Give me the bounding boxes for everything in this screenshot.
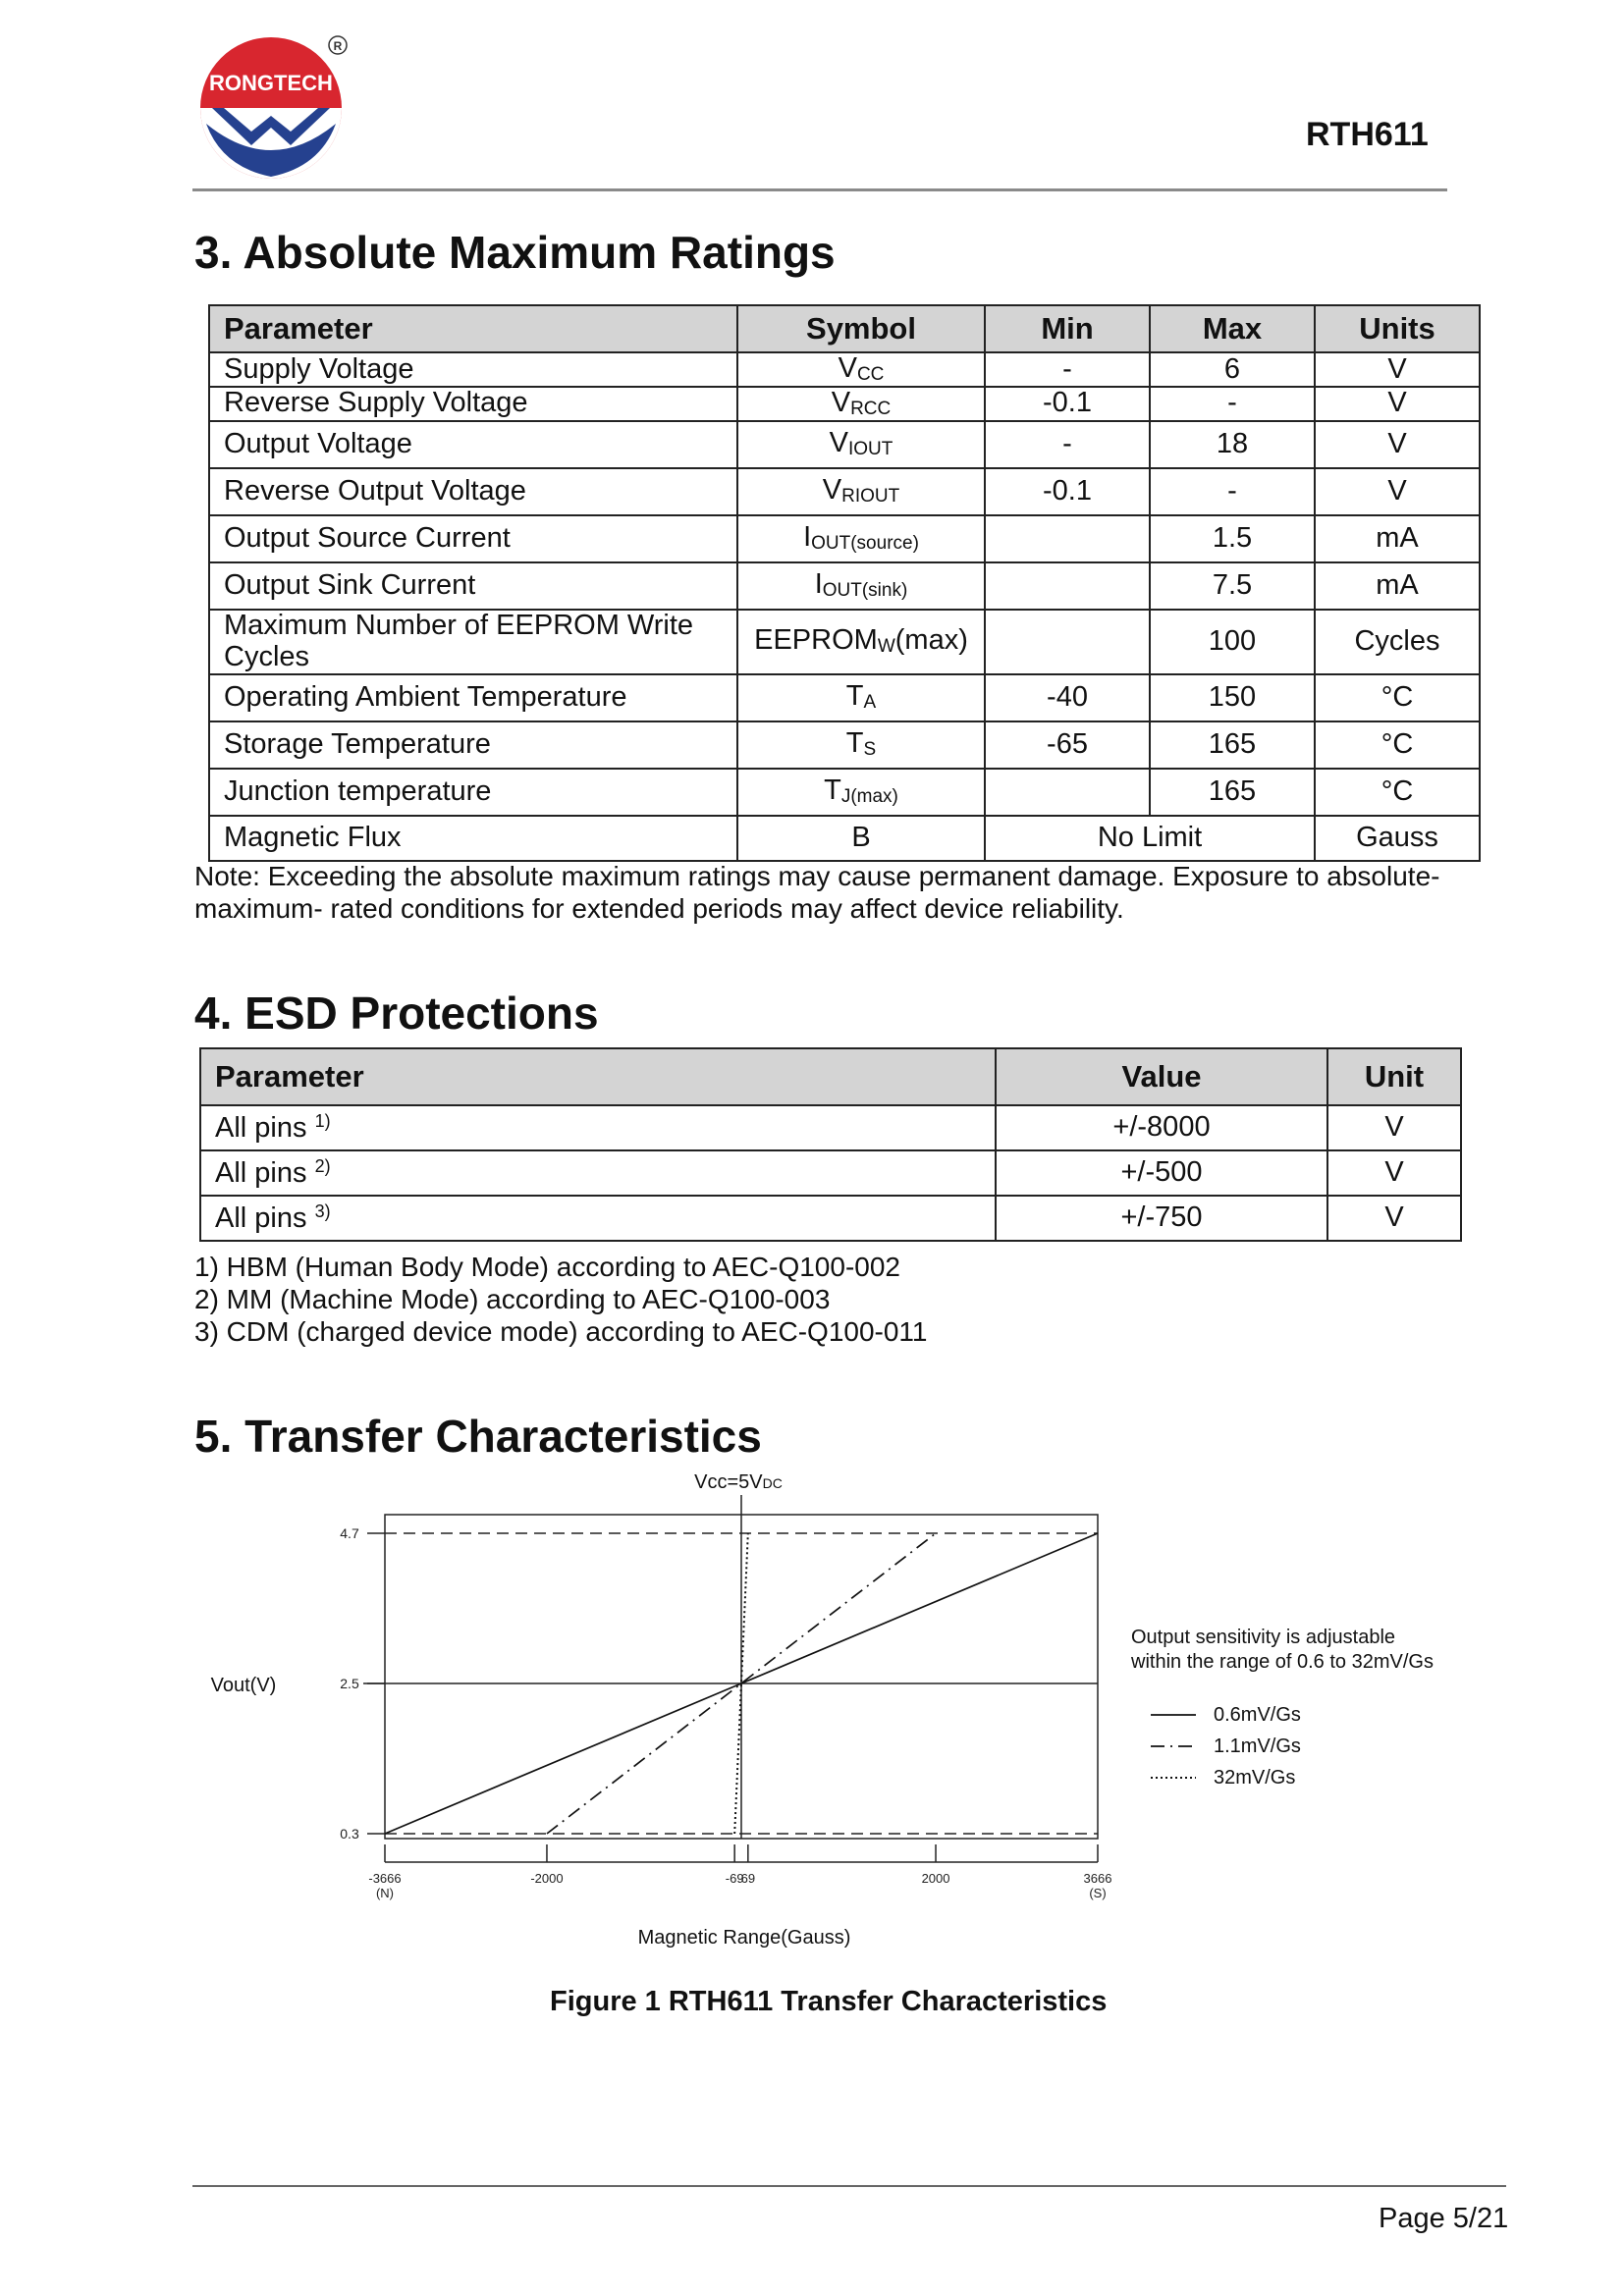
- cell-units: °C: [1315, 674, 1480, 721]
- parameter-text: All pins: [215, 1201, 307, 1234]
- symbol-main: T: [845, 680, 864, 713]
- legend-entry: 32mV/Gs: [1214, 1767, 1296, 1789]
- symbol-main: V: [822, 474, 842, 507]
- symbol-subscript: W: [877, 636, 895, 658]
- x-tick-label: 2000: [921, 1871, 950, 1886]
- table-header-row: [200, 1048, 1461, 1105]
- cell-max: -: [1150, 468, 1315, 515]
- section-4-title: 4. ESD Protections: [194, 988, 599, 1039]
- x-tick-label: -69: [725, 1871, 744, 1886]
- cell-min: [985, 610, 1150, 674]
- table-row: [209, 769, 1480, 816]
- symbol-subscript: J(max): [840, 786, 898, 808]
- absolute-max-ratings-table: [208, 304, 1481, 862]
- symbol-subscript: A: [863, 692, 877, 714]
- cell-min: -40: [985, 674, 1150, 721]
- symbol-subscript: OUT(source): [811, 533, 919, 555]
- ratings-note: Note: Exceeding the absolute maximum ratings may cause permanent damage. Exposure to absolute-maximum- rated conditions for extended periods may affect device reliability.: [194, 861, 1440, 924]
- y-axis-label: Vout(V): [210, 1675, 277, 1696]
- cell-value: +/-8000: [996, 1105, 1327, 1150]
- x-tick-label: -3666: [368, 1871, 402, 1886]
- section-3-title: 3. Absolute Maximum Ratings: [194, 227, 836, 278]
- col-header: Parameter: [200, 1048, 996, 1105]
- chart-title: [694, 1471, 783, 1493]
- footnote-ref: 1): [314, 1110, 331, 1131]
- col-header: Symbol: [737, 305, 985, 352]
- cell-symbol: [737, 674, 985, 721]
- symbol-main: V: [838, 352, 857, 384]
- cell-parameter: Supply Voltage: [209, 352, 737, 387]
- symbol-subscript: RCC: [850, 398, 892, 419]
- symbol-subscript: CC: [856, 364, 885, 385]
- symbol-subscript: S: [863, 739, 877, 761]
- document-id: RTH611: [1306, 116, 1429, 153]
- x-tick-label: 69: [740, 1871, 756, 1886]
- cell-symbol: [737, 721, 985, 769]
- esd-note: 1) HBM (Human Body Mode) according to AEC-Q100-002: [194, 1252, 900, 1282]
- cell-min: -65: [985, 721, 1150, 769]
- cell-units: mA: [1315, 515, 1480, 562]
- cell-units: Cycles: [1315, 610, 1480, 674]
- symbol-suffix: (max): [894, 624, 968, 657]
- cell-max: 1.5: [1150, 515, 1315, 562]
- symbol-main: I: [814, 568, 823, 601]
- cell-parameter: Output Source Current: [209, 515, 737, 562]
- symbol-subscript: OUT(sink): [822, 580, 908, 602]
- page-number: Page 5/21: [1379, 2203, 1509, 2234]
- table-row: [200, 1150, 1461, 1196]
- cell-symbol: [737, 515, 985, 562]
- company-logo: [192, 29, 364, 187]
- table-row: [209, 721, 1480, 769]
- cell-units: °C: [1315, 721, 1480, 769]
- cell-max: -: [1150, 387, 1315, 421]
- cell-range: No Limit: [985, 816, 1315, 861]
- symbol-main: I: [803, 521, 812, 554]
- cell-symbol: [737, 468, 985, 515]
- figure-caption: Figure 1 RTH611 Transfer Characteristics: [550, 1986, 1108, 2017]
- esd-note: 2) MM (Machine Mode) according to AEC-Q100-003: [194, 1284, 831, 1314]
- cell-parameter: [200, 1105, 996, 1150]
- parameter-text: All pins: [215, 1111, 307, 1144]
- cell-parameter: Operating Ambient Temperature: [209, 674, 737, 721]
- cell-parameter: [200, 1150, 996, 1196]
- cell-unit: V: [1327, 1105, 1461, 1150]
- cell-max: 18: [1150, 421, 1315, 468]
- cell-min: -: [985, 352, 1150, 387]
- table-row: [209, 816, 1480, 861]
- cell-min: -0.1: [985, 468, 1150, 515]
- cell-unit: V: [1327, 1150, 1461, 1196]
- footnote-ref: 2): [314, 1155, 331, 1176]
- cell-units: V: [1315, 387, 1480, 421]
- cell-parameter: Storage Temperature: [209, 721, 737, 769]
- table-row: [200, 1196, 1461, 1241]
- symbol-main: EEPROM: [754, 624, 878, 657]
- table-row: [209, 515, 1480, 562]
- cell-units: °C: [1315, 769, 1480, 816]
- table-row: [209, 468, 1480, 515]
- cell-max: 6: [1150, 352, 1315, 387]
- footer-divider: [192, 2185, 1506, 2187]
- col-header: Unit: [1327, 1048, 1461, 1105]
- cell-max: 165: [1150, 721, 1315, 769]
- col-header: Units: [1315, 305, 1480, 352]
- cell-units: V: [1315, 468, 1480, 515]
- cell-units: V: [1315, 352, 1480, 387]
- table-row: [209, 387, 1480, 421]
- legend-entry: 1.1mV/Gs: [1214, 1735, 1301, 1757]
- symbol-main: T: [824, 774, 841, 807]
- cell-symbol: [737, 387, 985, 421]
- cell-min: [985, 515, 1150, 562]
- cell-unit: V: [1327, 1196, 1461, 1241]
- cell-parameter: Junction temperature: [209, 769, 737, 816]
- symbol-main: T: [845, 727, 864, 760]
- cell-symbol: B: [737, 816, 985, 861]
- x-axis-label: Magnetic Range(Gauss): [637, 1927, 851, 1949]
- transfer-chart: [0, 1463, 1624, 1963]
- cell-min: [985, 562, 1150, 610]
- y-tick-label: 4.7: [340, 1525, 359, 1541]
- x-tick-sublabel: (N): [375, 1886, 395, 1900]
- col-header: Max: [1150, 305, 1315, 352]
- symbol-subscript: RIOUT: [841, 486, 900, 507]
- y-tick-label: 2.5: [340, 1676, 359, 1691]
- table-row: [209, 610, 1480, 674]
- cell-units: mA: [1315, 562, 1480, 610]
- cell-symbol: [737, 352, 985, 387]
- x-tick-label: -2000: [530, 1871, 564, 1886]
- cell-max: 150: [1150, 674, 1315, 721]
- y-tick-label: 0.3: [340, 1826, 359, 1842]
- symbol-main: V: [831, 386, 851, 418]
- cell-parameter: Maximum Number of EEPROM Write Cycles: [209, 610, 737, 674]
- cell-parameter: Reverse Supply Voltage: [209, 387, 737, 421]
- cell-max: 100: [1150, 610, 1315, 674]
- parameter-text: All pins: [215, 1156, 307, 1189]
- cell-symbol: [737, 421, 985, 468]
- svg-text:R: R: [333, 39, 343, 53]
- col-header: Min: [985, 305, 1150, 352]
- cell-symbol: [737, 769, 985, 816]
- table-header-row: [209, 305, 1480, 352]
- cell-parameter: [200, 1196, 996, 1241]
- esd-table: [199, 1047, 1462, 1242]
- table-row: [209, 674, 1480, 721]
- cell-parameter: Output Sink Current: [209, 562, 737, 610]
- header-divider: [192, 188, 1447, 191]
- cell-parameter: Magnetic Flux: [209, 816, 737, 861]
- cell-value: +/-750: [996, 1196, 1327, 1241]
- cell-min: -0.1: [985, 387, 1150, 421]
- symbol-subscript: IOUT: [847, 439, 893, 460]
- legend-entry: 0.6mV/Gs: [1214, 1704, 1301, 1726]
- cell-parameter: Reverse Output Voltage: [209, 468, 737, 515]
- cell-max: 7.5: [1150, 562, 1315, 610]
- cell-min: -: [985, 421, 1150, 468]
- col-header: Parameter: [209, 305, 737, 352]
- esd-note: 3) CDM (charged device mode) according to AEC-Q100-011: [194, 1316, 928, 1347]
- section-5-title: 5. Transfer Characteristics: [194, 1411, 762, 1462]
- x-tick-label: 3666: [1083, 1871, 1112, 1886]
- logo-text: RONGTECH: [209, 71, 333, 95]
- cell-units: Gauss: [1315, 816, 1480, 861]
- cell-units: V: [1315, 421, 1480, 468]
- cell-value: +/-500: [996, 1150, 1327, 1196]
- chart-annotation: Output sensitivity is adjustable: [1131, 1627, 1396, 1648]
- footnote-ref: 3): [314, 1201, 331, 1221]
- table-row: [209, 352, 1480, 387]
- esd-notes: [194, 1251, 928, 1348]
- table-row: [200, 1105, 1461, 1150]
- col-header: Value: [996, 1048, 1327, 1105]
- cell-symbol: [737, 610, 985, 674]
- table-row: [209, 421, 1480, 468]
- cell-symbol: [737, 562, 985, 610]
- chart-annotation: within the range of 0.6 to 32mV/Gs: [1131, 1651, 1434, 1673]
- x-tick-sublabel: (S): [1089, 1886, 1107, 1900]
- cell-max: 165: [1150, 769, 1315, 816]
- title-main: Vcc=5V: [694, 1471, 763, 1493]
- cell-min: [985, 769, 1150, 816]
- table-row: [209, 562, 1480, 610]
- cell-parameter: Output Voltage: [209, 421, 737, 468]
- symbol-main: V: [829, 427, 848, 459]
- title-sub: DC: [762, 1475, 783, 1491]
